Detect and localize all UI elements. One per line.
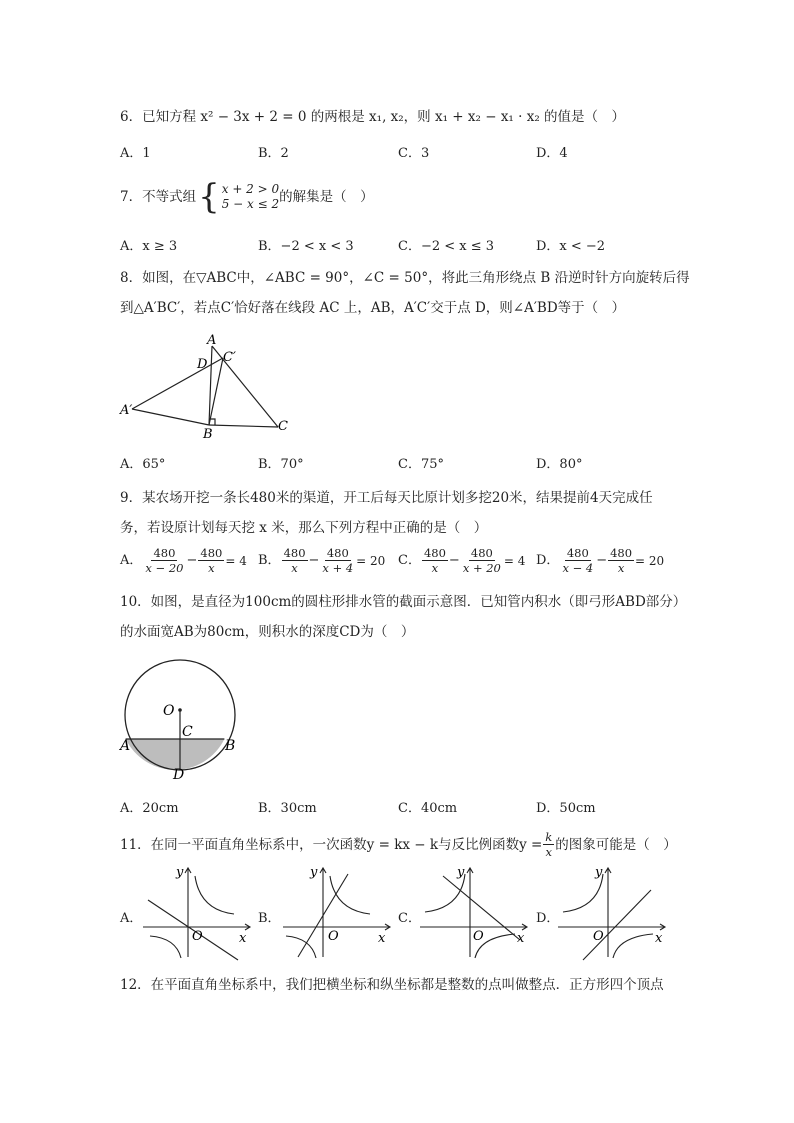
q7-line1: x + 2 > 0: [221, 182, 280, 196]
center-point: [178, 708, 182, 712]
q10-option-c[interactable]: C．40cm: [398, 801, 458, 816]
option-letter: D．: [536, 552, 560, 568]
denominator: x: [617, 561, 625, 575]
q6-option-b[interactable]: B．2: [258, 146, 289, 161]
q8-option-d[interactable]: D．80°: [536, 457, 583, 472]
hyperbola-branch-2: [286, 936, 316, 958]
denominator: x: [431, 561, 439, 575]
q10-option-d[interactable]: D．50cm: [536, 801, 596, 816]
q10-stem-line1: 10．如图，是直径为100cm的圆柱形排水管的截面示意图．已知管内积水（即弓形ABD部分）: [120, 594, 687, 610]
fraction: [560, 546, 595, 575]
q10-stem-line2: 的水面宽AB为80cm，则积水的深度CD为（ ）: [120, 624, 415, 640]
q8-option-c[interactable]: C．75°: [398, 457, 444, 472]
rhs: = 4: [503, 553, 526, 568]
q7-suffix: 的解集是（ ）: [279, 189, 374, 205]
numerator: k: [545, 830, 553, 844]
q7-system: [222, 182, 279, 212]
hyperbola-branch-2: [150, 936, 181, 958]
numerator: 480: [566, 546, 589, 560]
q7-stem: [120, 177, 374, 217]
q8-stem-line2: 到△A′BC′，若点C′恰好落在线段 AC 上，AB，A′C′交于点 D，则∠A′BD等于（ ）: [120, 300, 626, 316]
fraction: [320, 546, 355, 575]
q8-triangle-figure: [115, 328, 305, 443]
q11-stem: [120, 830, 677, 859]
q6-option-c[interactable]: C．3: [398, 146, 430, 161]
label-o: O: [163, 703, 175, 719]
y-axis-label: y: [595, 865, 603, 880]
q9-stem-line2: 务，若设原计划每天挖 x 米，那么下列方程中正确的是（ ）: [120, 520, 488, 536]
numerator: 480: [283, 546, 306, 560]
origin-label: O: [328, 929, 339, 944]
minus-sign: −: [596, 552, 608, 568]
rhs: = 20: [356, 553, 386, 568]
minus-sign: −: [308, 552, 320, 568]
numerator: 480: [326, 546, 349, 560]
q7-prefix: 7．不等式组: [120, 189, 197, 205]
origin-label: O: [593, 929, 604, 944]
q7-option-a[interactable]: A．x ≥ 3: [120, 239, 178, 254]
numerator: 480: [610, 546, 633, 560]
hyperbola-branch-1: [330, 876, 370, 914]
label-c: C: [278, 419, 288, 434]
origin-label: O: [473, 929, 484, 944]
label-c: C: [182, 724, 193, 740]
q9-option-d[interactable]: [536, 546, 664, 575]
fraction: [198, 546, 224, 575]
q11-option-b[interactable]: B．: [258, 911, 281, 926]
option-letter: A．: [120, 552, 143, 568]
q11-graph-d: [553, 862, 673, 962]
fraction: [608, 546, 634, 575]
label-d: D: [173, 767, 185, 783]
q7-option-d[interactable]: D．x < −2: [536, 239, 606, 254]
numerator: 480: [153, 546, 176, 560]
denominator: x − 4: [562, 561, 594, 575]
minus-sign: −: [448, 552, 460, 568]
denominator: x: [291, 561, 298, 575]
rhs: = 4: [225, 553, 247, 568]
q11-option-c[interactable]: C．: [398, 911, 421, 926]
label-d: D: [197, 357, 208, 372]
label-a: A: [120, 738, 131, 754]
q11-option-a[interactable]: A．: [120, 911, 143, 926]
option-letter: B．: [258, 552, 281, 568]
x-axis-label: x: [239, 931, 247, 946]
denominator: x: [208, 561, 215, 575]
numerator: 480: [423, 546, 446, 560]
q11-fraction: [543, 830, 554, 859]
hyperbola-branch-1: [195, 876, 234, 914]
q12-stem: 12．在平面直角坐标系中，我们把横坐标和纵坐标都是整数的点叫做整点．正方形四个顶点: [120, 977, 664, 993]
q9-stem-line1: 9．某农场开挖一条长480米的渠道，开工后每天比原计划多挖20米，结果提前4天完成任: [120, 490, 653, 506]
q7-line2: 5 − x ≤ 2: [221, 197, 280, 211]
y-axis-label: y: [310, 865, 318, 880]
x-axis-label: x: [378, 931, 386, 946]
q9-option-b[interactable]: [258, 546, 385, 575]
minus-sign: −: [186, 552, 198, 568]
fraction: [143, 546, 185, 575]
label-b: B: [225, 738, 236, 754]
label-a: A: [207, 333, 217, 348]
q10-option-a[interactable]: A．20cm: [120, 801, 179, 816]
denominator: x + 20: [462, 561, 501, 575]
y-axis-label: y: [457, 865, 465, 880]
x-axis-label: x: [655, 931, 663, 946]
y-axis-label: y: [176, 865, 184, 880]
q8-option-b[interactable]: B．70°: [258, 457, 304, 472]
hyperbola-branch-2: [613, 934, 653, 958]
q10-option-b[interactable]: B．30cm: [258, 801, 317, 816]
q11-suffix: 的图象可能是（ ）: [555, 836, 677, 853]
origin-label: O: [192, 929, 203, 944]
label-c-prime: C′: [223, 350, 236, 365]
fraction: [461, 546, 503, 575]
numerator: 480: [470, 546, 493, 560]
q9-option-a[interactable]: [120, 546, 247, 575]
q6-option-a[interactable]: A．1: [120, 146, 151, 161]
option-letter: C．: [398, 552, 421, 568]
q6-stem: 6．已知方程 x² − 3x + 2 = 0 的两根是 x₁, x₂，则 x₁ + x₂ − x₁ · x₂ 的值是（ ）: [120, 109, 626, 125]
x-axis-label: x: [517, 931, 525, 946]
q11-option-d[interactable]: D．: [536, 911, 560, 926]
rhs: = 20: [635, 553, 665, 568]
label-a-prime: A′: [120, 403, 133, 418]
brace-icon: {: [198, 177, 220, 217]
fraction: [422, 546, 448, 575]
q11-graph-a: [138, 862, 258, 962]
q11-graph-b: [278, 862, 398, 962]
denominator: x: [545, 845, 553, 859]
q6-option-d[interactable]: D．4: [536, 146, 568, 161]
label-b: B: [203, 427, 213, 442]
q11-prefix: 11．在同一平面直角坐标系中，一次函数y = kx − k与反比例函数y =: [120, 836, 543, 853]
numerator: 480: [200, 546, 223, 560]
q7-option-b[interactable]: B．−2 < x < 3: [258, 239, 354, 254]
segment-bc: [209, 425, 278, 427]
q10-pipe-figure: [110, 655, 250, 785]
fraction: [282, 546, 308, 575]
q8-option-a[interactable]: A．65°: [120, 457, 166, 472]
denominator: x − 20: [145, 561, 184, 575]
segment-apb: [132, 409, 209, 425]
q7-option-c[interactable]: C．−2 < x ≤ 3: [398, 239, 495, 254]
q11-graph-c: [415, 862, 535, 962]
water-segment: [126, 739, 225, 770]
q9-option-c[interactable]: [398, 546, 525, 575]
denominator: x + 4: [322, 561, 354, 575]
q8-stem-line1: 8．如图，在▽ABC中，∠ABC = 90°，∠C = 50°，将此三角形绕点 B 沿逆时针方向旋转后得: [120, 270, 690, 286]
